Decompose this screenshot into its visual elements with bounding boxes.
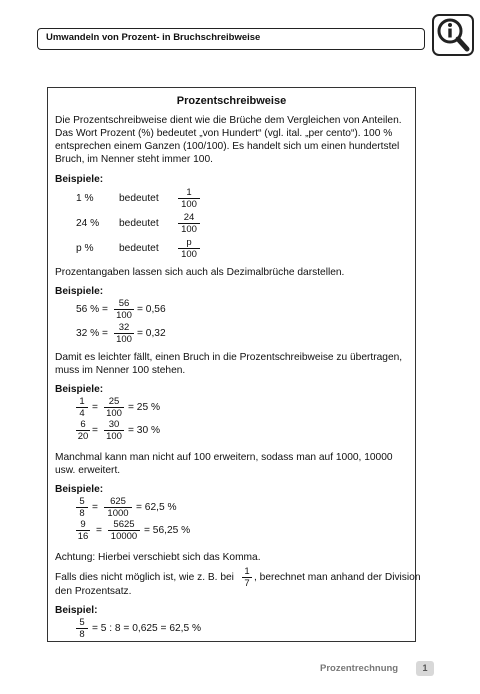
beispiel-label: Beispiel:	[55, 605, 98, 616]
equals-sign: =	[92, 402, 98, 413]
footer-label: Prozentrechnung	[320, 663, 399, 674]
beispiele-label: Beispiele:	[55, 286, 104, 297]
ex4-right: = 62,5 %	[136, 502, 177, 513]
section-header	[37, 28, 425, 50]
fraction: $\frac{6}{20}$	[77, 419, 89, 442]
beispiele-label: Beispiele:	[55, 174, 104, 185]
ex1-pct: 24 %	[76, 218, 100, 229]
fraction: $\frac{1}{4}$	[76, 396, 88, 419]
text-division-c: den Prozentsatz.	[55, 586, 132, 597]
info-box	[47, 87, 421, 642]
fraction: $\frac{5}{8}$	[76, 496, 88, 519]
ex3-right: = 30 %	[128, 425, 161, 436]
ex2-right: = 0,32	[137, 328, 166, 339]
intro-line-3: entsprechen einem Ganzen (100/100). Es handelt sich um einen hundertstel	[55, 141, 400, 152]
fraction: $\frac{5}{8}$	[76, 617, 88, 640]
ex2-left: 56 % =	[76, 304, 109, 315]
intro-line-1: Die Prozentschreibweise dient wie die Brüche dem Vergleichen von Anteilen.	[55, 115, 402, 126]
fraction: $\frac{1}{7}$	[242, 566, 252, 589]
fraction: $\frac{24}{100}$	[178, 212, 200, 235]
fraction: $\frac{5625}{10000}$	[108, 519, 140, 542]
ex5-right: = 5 : 8 = 0,625 = 62,5 %	[92, 623, 202, 634]
equals-sign: =	[96, 525, 102, 536]
ex1-pct: p %	[76, 243, 94, 254]
ex2-right: = 0,56	[137, 304, 166, 315]
fraction: $\frac{56}{100}$	[114, 298, 134, 321]
ex2-left: 32 % =	[76, 328, 109, 339]
ex1-word: bedeutet	[119, 243, 159, 254]
text-komma: Achtung: Hierbei verschiebt sich das Komma.	[55, 552, 261, 563]
fraction: $\frac{30}{100}$	[104, 419, 124, 442]
fraction: $\frac{1}{100}$	[178, 187, 200, 210]
box-title: Prozentschreibweise	[176, 95, 287, 107]
fraction: $\frac{32}{100}$	[114, 322, 134, 345]
page-number: 1	[416, 661, 434, 676]
text-erweitern-2: usw. erweitert.	[55, 465, 121, 476]
text-erweitern-1: Manchmal kann man nicht auf 100 erweitern, sodass man auf 1000, 10000	[55, 452, 393, 463]
beispiele-label: Beispiele:	[55, 384, 104, 395]
text-dezimal: Prozentangaben lassen sich auch als Dezimalbrüche darstellen.	[55, 267, 345, 278]
text-nenner-1: Damit es leichter fällt, einen Bruch in die Prozentschreibweise zu übertragen,	[55, 352, 403, 363]
intro-line-2: Das Wort Prozent (%) bedeutet „von Hundert“ (vgl. ital. „per cento“). 100 %	[55, 128, 393, 139]
fraction: $\frac{p}{100}$	[178, 237, 200, 260]
fraction: $\frac{9}{16}$	[77, 519, 89, 542]
fraction: $\frac{625}{1000}$	[104, 496, 132, 519]
ex3-right: = 25 %	[128, 402, 161, 413]
text-division-b: , berechnet man anhand der Division	[254, 572, 421, 583]
ex4-right: = 56,25 %	[144, 525, 191, 536]
ex1-word: bedeutet	[119, 218, 159, 229]
equals-sign: =	[92, 502, 98, 513]
header-title: Umwandeln von Prozent- in Bruchschreibweise	[46, 32, 261, 43]
equals-sign: =	[92, 425, 98, 436]
text-division-a: Falls dies nicht möglich ist, wie z. B. bei	[55, 572, 234, 583]
ex1-word: bedeutet	[119, 193, 159, 204]
beispiele-label: Beispiele:	[55, 484, 104, 495]
ex1-pct: 1 %	[76, 193, 94, 204]
fraction: $\frac{25}{100}$	[104, 396, 124, 419]
info-magnifier-icon	[432, 14, 474, 56]
text-nenner-2: muss im Nenner 100 stehen.	[55, 365, 186, 376]
intro-line-4: Bruch, im Nenner steht immer 100.	[55, 154, 213, 165]
